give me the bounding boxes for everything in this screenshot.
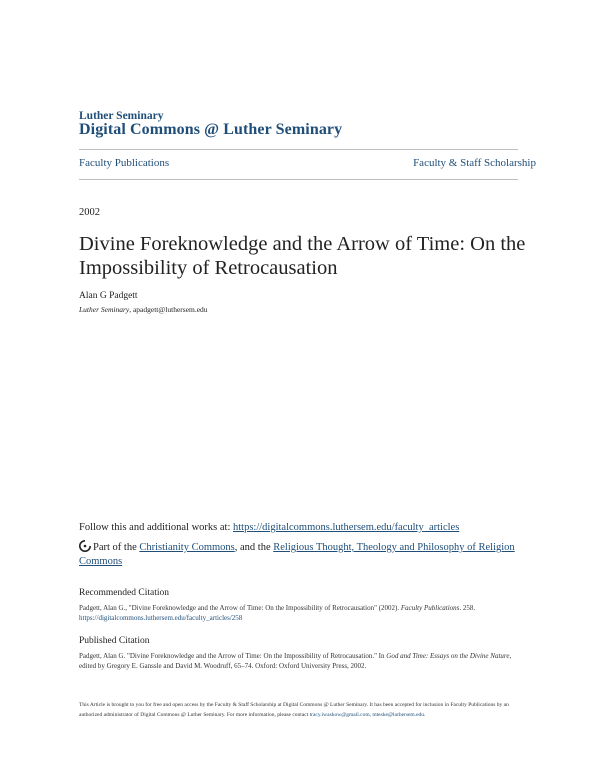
author-affiliation (79, 305, 208, 314)
recommended-citation-body: Padgett, Alan G., "Divine Foreknowledge and the Arrow of Time: On the Impossibility of Retrocausation" (2002). (79, 604, 401, 612)
follow-line (79, 522, 459, 533)
footer-contact-links[interactable]: tracy.iwaskow@gmail.com, mteske@luthersem.edu (309, 712, 425, 718)
footer-notice (79, 700, 527, 720)
publication-year: 2002 (79, 207, 100, 218)
nav-faculty-staff-scholarship[interactable]: Faculty & Staff Scholarship (413, 157, 536, 169)
recommended-citation-link[interactable]: https://digitalcommons.luthersem.edu/faculty_articles/258 (79, 614, 243, 622)
part-of-line (79, 540, 519, 568)
recommended-citation-journal: Faculty Publications (400, 604, 460, 612)
christianity-commons-link[interactable]: Christianity Commons (139, 542, 235, 553)
published-citation-tail: , edited by Gregory E. Ganssle and David M. Woodruff, 65–74. Oxford: Oxford University Press, 2002. (79, 652, 512, 670)
nav-divider (79, 179, 518, 180)
published-citation-body: Padgett, Alan G. "Divine Foreknowledge and the Arrow of Time: On the Impossibility of Retrocausation." In (79, 652, 387, 660)
nav-faculty-publications[interactable]: Faculty Publications (79, 157, 170, 169)
footer-end: . (424, 712, 426, 718)
recommended-citation-tail: . 258. (459, 604, 476, 612)
part-of-prefix: Part of the (93, 542, 140, 553)
published-citation-book: God and Time: Essays on the Divine Nature (386, 652, 510, 660)
affiliation-email: , apadgett@luthersem.edu (129, 305, 208, 314)
open-access-icon (79, 540, 91, 552)
recommended-citation-heading: Recommended Citation (79, 588, 169, 598)
published-citation-heading: Published Citation (79, 636, 150, 646)
part-of-middle: , and the (234, 542, 274, 553)
article-title: Divine Foreknowledge and the Arrow of Time: On the Impossibility of Retrocausation (79, 233, 526, 279)
follow-link[interactable]: https://digitalcommons.luthersem.edu/faculty_articles (233, 522, 460, 533)
top-divider (79, 149, 518, 150)
recommended-citation-text (79, 603, 527, 623)
published-citation-text (79, 651, 527, 671)
follow-label: Follow this and additional works at: (79, 522, 233, 533)
repository-name[interactable]: Digital Commons @ Luther Seminary (79, 121, 343, 138)
footer-text: This Article is brought to you for free and open access by the Faculty & Staff Scholarship at Digital Commons @ Luther Seminary. It has been accepted for inclusion in Faculty Publications by an authorized administrator of Digital Commons @ Luther Seminary. For more information, please contact (79, 702, 509, 718)
org-name: Luther Seminary (79, 110, 164, 122)
religious-thought-commons-link[interactable]: Religious Thought, Theology and Philosophy of Religion Commons (79, 542, 515, 567)
affiliation-institution: Luther Seminary (79, 305, 130, 314)
author-name: Alan G Padgett (79, 291, 138, 301)
